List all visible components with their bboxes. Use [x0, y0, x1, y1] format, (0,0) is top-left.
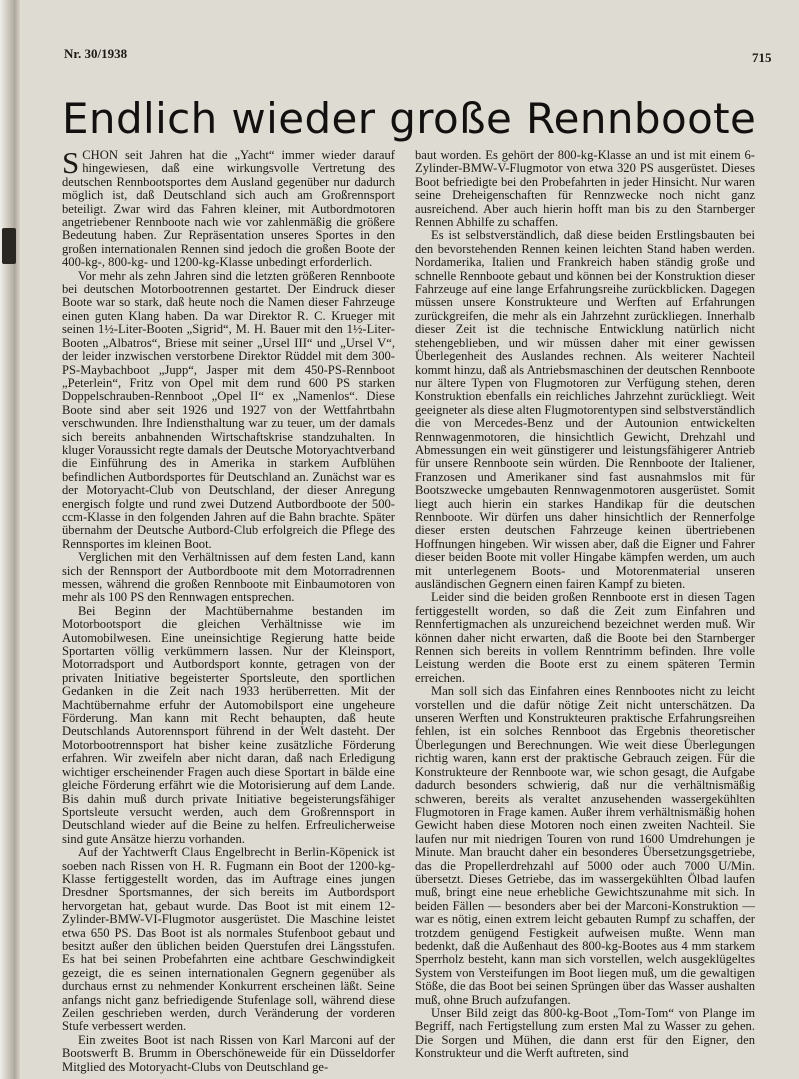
paragraph-9: Leider sind die beiden großen Rennboote erst in diesen Tagen fertiggestellt worden, so daß die Zeit zum Einfahren und Rennfertigmachen als unzureichend bezeichnet werden muß. Wir können daher nicht erwarten, daß die Boote bei den Starnberger Rennen sich bereits in vollem Renntrimm befinden. Ihre volle Leistung werden die Boote erst zu einem späteren Termin erreichen.: [415, 590, 755, 685]
paragraph-3: Verglichen mit den Verhältnissen auf dem festen Land, kann sich der Rennsport der Autbordboote mit dem Motorradrennen messen, während die großen Rennboote mit Einbaumotoren von mehr als 100 PS den Rennwagen entsprechen.: [62, 550, 395, 605]
paragraph-1-text: CHON seit Jahren hat die „Yacht“ immer wieder darauf hingewiesen, daß eine wirkungsvolle Vertretung des deutschen Rennbootsportes dem Ausland gegenüber nur dadurch möglich ist, daß Deutschland sich auch am Großrennsport beteiligt. Zwar wird das Fahren kleiner, mit Autbordmotoren angetriebener Rennboote nach wie vor zahlenmäßig die größere Bedeutung haben. Zur Repräsentation unseres Sportes in den großen internationalen Rennen sind jedoch die großen Boote der 400-kg-, 800-kg- und 1200-kg-Klasse unbedingt erforderlich.: [62, 148, 395, 270]
page-number: 715: [752, 50, 772, 65]
paragraph-10: Man soll sich das Einfahren eines Rennbootes nicht zu leicht vorstellen und die dafür nötige Zeit nicht unterschätzen. Da unseren Werften und Konstrukteuren praktische Erfahrungsreihen fehlen, ist ein solches Rennboot das Ergebnis theoretischer Überlegungen und Berechnungen. Wie weit diese Überlegungen richtig waren, kann erst der praktische Gebrauch zeigen. Für die Konstrukteure der Rennboote war, wie schon gesagt, die Aufgabe dadurch besonders schwierig, daß nur die verhältnismäßig schweren, bereits als veraltet anzusehenden wassergekühlten Flugmotoren in Frage kamen. Außer ihrem verhältnismäßig hohen Gewicht haben diese Motoren noch einen zweiten Nachteil. Sie laufen nur mit niedrigen Touren von rund 1600 Umdrehungen je Minute. Man braucht daher ein besonderes Übersetzungsgetriebe, das die Propellerdrehzahl auf 5000 oder auch 7000 U/Min. übersetzt. Dieses Getriebe, das im wassergekühlten Ölbad laufen muß, bringt eine neue erhebliche Gewichtszunahme mit sich. In beiden Fällen — besonders aber bei der Marconi-Konstruktion — war es nötig, einen extrem leicht gebauten Rumpf zu schaffen, der trotzdem genügend Festigkeit aufweisen mußte. Wenn man bedenkt, daß die Außenhaut des 800-kg-Bootes aus 4 mm starkem Sperrholz besteht, kann man sich vorstellen, welch ausgeklügeltes System von Versteifungen im Boot liegen muß, um die gewaltigen Stöße, die das Boot bei seinen Sprüngen über das Wasser aushalten muß, ohne Bruch aufzufangen.: [415, 684, 755, 1007]
paragraph-5: Auf der Yachtwerft Claus Engelbrecht in Berlin-Köpenick ist soeben nach Rissen von H. R. Fugmann ein Boot der 1200-kg-Klasse fertiggestellt worden, das im Auftrage eines jungen Dresdner Sportsmannes, der sich bereits im Autbordsport hervorgetan hat, gebaut wurde. Das Boot ist mit einem 12-Zylinder-BMW-VI-Flugmotor ausgerüstet. Die Maschine leistet etwa 650 PS. Das Boot ist als normales Stufenboot gebaut und besitzt außer den üblichen beiden Querstufen drei Längsstufen. Es hat bei seinen Probefahrten eine achtbare Geschwindigkeit gezeigt, die es seinen internationalen Gegnern gegenüber als durchaus ernst zu nehmender Konkurrent erscheinen läßt. Seine anfangs nicht ganz befriedigende Stufenlage soll, während diese Zeilen geschrieben werden, durch Veränderung der vorderen Stufe verbessert werden.: [62, 845, 395, 1034]
left-column: [62, 145, 395, 1074]
paragraph-8: Es ist selbstverständlich, daß diese beiden Erstlingsbauten bei den bevorstehenden Rennen keinen leichten Stand haben werden. Nordamerika, Italien und Frankreich haben ständig große und schnelle Rennboote gebaut und können bei der Konstruktion dieser Fahrzeuge auf eine lange Erfahrungsreihe zurückblicken. Dagegen müssen unsere Konstrukteure und Werften auf Erfahrungen zurückgreifen, die mehr als ein Jahrzehnt zurückliegen. Innerhalb dieser Zeit ist die technische Entwicklung natürlich nicht stehengeblieben, und wir müssen daher mit einer gewissen Überlegenheit des Auslandes rechnen. Als weiterer Nachteil kommt hinzu, daß als Antriebsmaschinen der deutschen Rennboote nur ältere Typen von Flugmotoren zur Verfügung stehen, deren Konstruktion ebenfalls ein reichliches Jahrzehnt zurückliegt. Weit geeigneter als diese alten Flugmotorentypen sind selbstverständlich die von Mercedes-Benz und der Autounion entwickelten Rennwagenmotoren, die hinsichtlich Gewicht, Drehzahl und Abmessungen ein weit günstigerer und leistungsfähigerer Antrieb für unsere Rennboote sein würden. Die Rennboote der Italiener, Franzosen und Amerikaner sind fast ausnahmslos mit für Bootszwecke umgebauten Rennwagenmotoren ausgerüstet. Somit liegt auch hierin ein starkes Handikap für die deutschen Rennboote. Wir dürfen uns daher hinsichtlich der Rennerfolge dieser ersten deutschen Fahrzeuge keinen übertriebenen Hoffnungen hingeben. Wir wissen aber, daß die Eigner und Fahrer dieser beiden Boote mit voller Hingabe kämpfen werden, um auch mit unterlegenem Boots- und Motorenmaterial unseren ausländischen Gegnern einen fairen Kampf zu bieten.: [415, 228, 755, 591]
right-column: [415, 149, 755, 1061]
paragraph-1: [62, 145, 395, 270]
page-binding-edge: [14, 0, 20, 1079]
page-binding-shadow: [0, 0, 14, 1079]
paragraph-2: Vor mehr als zehn Jahren sind die letzten größeren Rennboote bei deutschen Motorbootrennen gestartet. Der Eindruck dieser Boote war so stark, daß heute noch die Namen dieser Fahrzeuge einen guten Klang haben. Da war Direktor R. C. Krueger mit seinen 1½-Liter-Booten „Sigrid“, M. H. Bauer mit den 1½-Liter-Booten „Albatros“, Briese mit seiner „Ursel III“ und „Ursel V“, der leider inzwischen verstorbene Direktor Rüddel mit dem 300-PS-Maybachboot „Jupp“, Jasper mit dem 450-PS-Rennboot „Peterlein“, Fritz von Opel mit dem rund 600 PS starken Doppelschrauben-Rennboot „Opel II“ ex „Namenlos“. Diese Boote sind aber seit 1926 und 1927 von der Wettfahrtbahn verschwunden. Ihre Indiensthaltung war zu teuer, um der damals sich bereits anbahnenden Wirtschaftskrise standzuhalten. In kluger Voraussicht regte damals der Deutsche Motoryachtverband die Einführung des in Amerika in starkem Aufblühen befindlichen Autbordsportes für Deutschland an. Zunächst war es der Motoryacht-Club von Deutschland, der dieser Anregung energisch folgte und rund zwei Dutzend Autbordboote der 500-ccm-Klasse in den folgenden Jahren auf die Bahn brachte. Später übernahm der Deutsche Autbord-Club erfolgreich die Pflege des Rennsportes im kleinen Boot.: [62, 268, 395, 551]
issue-number: Nr. 30/1938: [64, 46, 128, 61]
paragraph-6: Ein zweites Boot ist nach Rissen von Karl Marconi auf der Bootswerft B. Brumm in Oberschöneweide für ein Düsseldorfer Mitglied des Motoryacht-Clubs von Deutschland ge-: [62, 1032, 395, 1074]
paragraph-11: Unser Bild zeigt das 800-kg-Boot „Tom-Tom“ von Plange im Begriff, nach Fertigstellung zum ersten Mal zu Wasser zu gehen. Die Sorgen und Mühen, die dann erst für den Eigner, den Konstrukteur und die Werft auftreten, sind: [415, 1006, 755, 1061]
article-title: Endlich wieder große Rennboote: [62, 94, 757, 143]
paragraph-7: baut worden. Es gehört der 800-kg-Klasse an und ist mit einem 6-Zylinder-BMW-V-Flugmotor von etwa 320 PS ausgerüstet. Dieses Boot befriedigte bei den Probefahrten in jeder Hinsicht. Nur waren seine Dreheigenschaften für Rennzwecke noch nicht ganz ausreichend. Aber auch hierin hofft man bis zu den Starnberger Rennen Abhilfe zu schaffen.: [415, 148, 755, 230]
binding-stamp: [2, 228, 16, 264]
paragraph-4: Bei Beginn der Machtübernahme bestanden im Motorbootsport die gleichen Verhältnisse wie im Automobilwesen. Eine uneinsichtige Regierung hatte beide Sportarten völlig verkümmern lassen. Nur der Kleinsport, Motorradsport und Autbordsport konnte, getragen von der privaten Initiative begeisterter Sportsleute, den sportlichen Gedanken in die Zeit nach 1933 herüberretten. Mit der Machtübernahme erfuhr der Automobilsport eine ungeheure Förderung. Man kann mit Recht behaupten, daß heute Deutschlands Autorennsport führend in der Welt dasteht. Der Motorbootrennsport hat bisher keine zusätzliche Förderung erfahren. Wir zweifeln aber nicht daran, daß nach Erledigung wichtiger erscheinender Fragen auch diese Sportart in bälde eine gleiche Förderung erfährt wie die Motorisierung auf dem Lande. Bis dahin muß durch private Initiative begeisterungsfähiger Sportsleute versucht werden, auch dem Großrennsport in Deutschland wieder auf die Beine zu helfen. Erfreulicherweise sind gute Ansätze hierzu vorhanden.: [62, 603, 395, 846]
drop-cap: S: [62, 145, 80, 180]
